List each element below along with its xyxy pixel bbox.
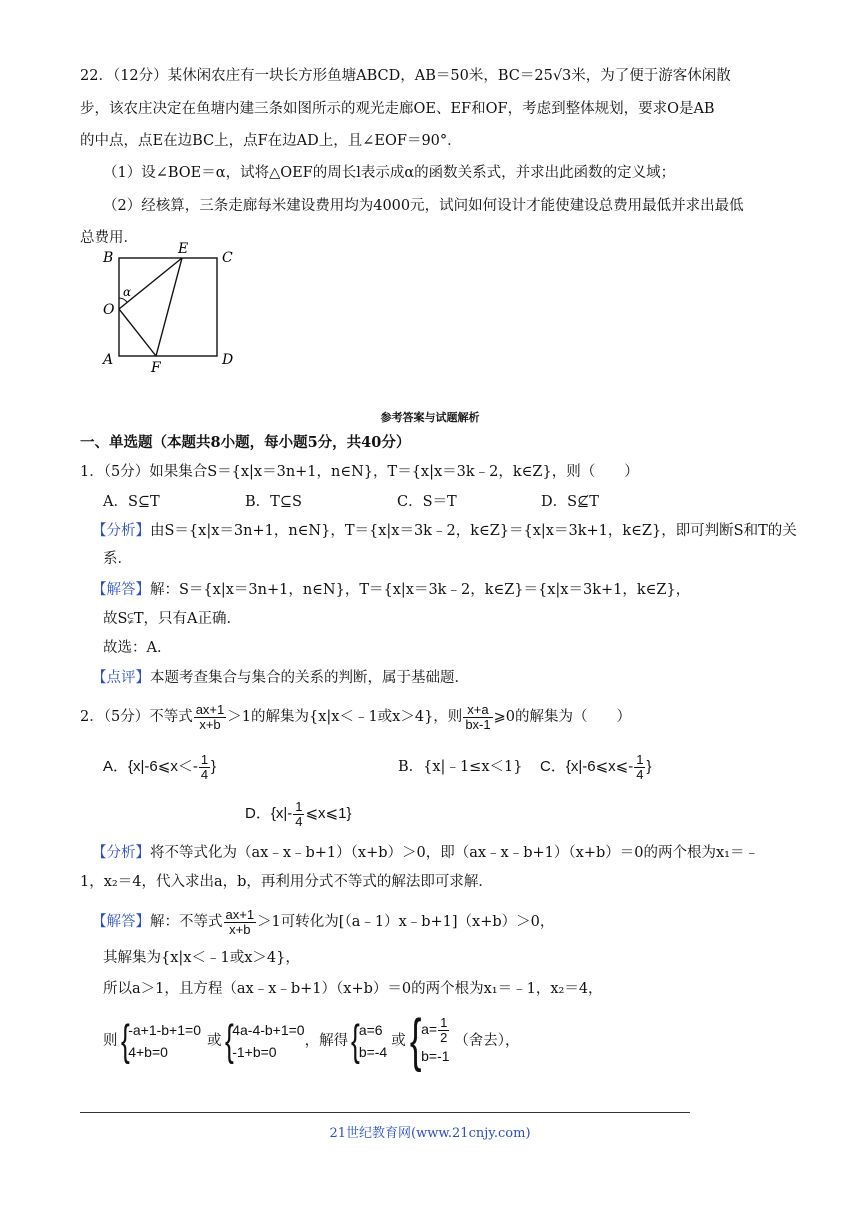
q2-stem-mid: ＞1的解集为{x|x＜﹣1或x＞4}，则 bbox=[227, 709, 463, 725]
q1-analysis-text: 由S＝{x|x＝3n+1，n∈N}，T＝{x|x＝3k﹣2，k∈Z}＝{x|x＝3k+1，k∈Z}，即可判断S和T的关 bbox=[150, 523, 797, 539]
eq-text: a= bbox=[421, 1020, 438, 1037]
eq-row: 4a-4-b+1=0 bbox=[232, 1022, 305, 1038]
eq-row bbox=[421, 1016, 450, 1045]
section-title: 一、单选题（本题共8小题，每小题5分，共40分） bbox=[80, 434, 411, 451]
numerator: ax+1 bbox=[225, 906, 255, 922]
q2-option-b: B．{x|﹣1≤x＜1} bbox=[398, 759, 523, 775]
footer-link[interactable]: 21世纪教育网(www.21cnjy.com) bbox=[329, 1126, 531, 1141]
eq-row: -1+b=0 bbox=[232, 1044, 277, 1060]
q1-stem: 1．（5分）如果集合S＝{x|x＝3n+1，n∈N}，T＝{x|x＝3k﹣2，k∈Z}，则（ ） bbox=[80, 464, 639, 480]
q2-solution bbox=[92, 905, 554, 939]
opt-text: C．{x|-6⩽x⩽- bbox=[540, 758, 634, 775]
equation-system: { 4a-4-b+1=0 -1+b=0 bbox=[224, 1016, 305, 1065]
comment-tag: 【点评】 bbox=[92, 670, 150, 686]
equation-system: { a= $\frac{1}{2}$ b=-1 bbox=[409, 1008, 450, 1073]
q2-analysis-text: 将不等式化为（ax﹣x﹣b+1）（x+b）＞0，即（ax﹣x﹣b+1）（x+b）＝0的两个根为x₁＝﹣ bbox=[150, 845, 759, 861]
fraction bbox=[438, 1016, 449, 1045]
solution-tag: 【解答】 bbox=[92, 914, 150, 930]
sol-text: 解：不等式 bbox=[150, 914, 223, 930]
numerator: 1 bbox=[295, 798, 303, 814]
q22-line3: 的中点，点E在边BC上，点F在边AD上，且∠EOF＝90°． bbox=[80, 133, 462, 149]
q1-solution-cont: 故S⫋T，只有A正确． bbox=[103, 611, 241, 627]
opt-text: D．{x|- bbox=[245, 805, 293, 822]
q2-stem-pre: 2．（5分）不等式 bbox=[80, 709, 193, 725]
label-E: E bbox=[178, 241, 189, 257]
numerator: 1 bbox=[636, 751, 644, 767]
discard-text: （舍去）， bbox=[454, 1033, 520, 1049]
label-D: D bbox=[222, 352, 234, 368]
q22-line1: 22．（12分）某休闲农庄有一块长方形鱼塘ABCD，AB＝50米，BC＝25√3米，为了便于游客休闲散 bbox=[80, 68, 731, 84]
or-text: 或 bbox=[207, 1033, 222, 1049]
denominator: 4 bbox=[636, 766, 644, 782]
opt-text: ⩽x⩽1} bbox=[305, 805, 352, 822]
q1-option-c: C．S＝T bbox=[397, 494, 457, 510]
label-O: O bbox=[103, 302, 115, 318]
fraction bbox=[634, 753, 645, 782]
q1-option-a: A．S⊆T bbox=[103, 494, 160, 510]
q1-analysis bbox=[92, 521, 797, 541]
eq-row: b=-4 bbox=[358, 1044, 388, 1060]
label-F: F bbox=[151, 360, 161, 373]
denominator: 4 bbox=[200, 766, 209, 782]
fraction bbox=[194, 703, 227, 732]
label-C: C bbox=[222, 250, 233, 266]
q2-analysis bbox=[92, 843, 759, 863]
denominator: x+b bbox=[229, 921, 251, 937]
analysis-tag: 【分析】 bbox=[92, 845, 150, 861]
q1-analysis-cont: 系． bbox=[103, 551, 132, 567]
q1-option-b: B．T⊆S bbox=[245, 494, 302, 510]
q2-solution-roots: 所以a＞1，且方程（ax﹣x﹣b+1）（x+b）＝0的两个根为x₁＝﹣1，x₂＝4， bbox=[103, 981, 603, 997]
q2-option-c bbox=[540, 750, 651, 784]
eq-row: -a+1-b+1=0 bbox=[128, 1022, 201, 1038]
q2-stem-post: ⩾0的解集为（ ） bbox=[493, 709, 631, 725]
label-alpha: α bbox=[123, 285, 132, 299]
denominator: 2 bbox=[440, 1029, 448, 1045]
denominator: 4 bbox=[295, 813, 303, 829]
numerator: ax+1 bbox=[195, 701, 225, 717]
q2-stem bbox=[80, 700, 631, 734]
opt-text: } bbox=[211, 758, 217, 775]
fraction bbox=[293, 800, 304, 829]
opt-text: } bbox=[646, 758, 652, 775]
label-A: A bbox=[103, 352, 114, 368]
numerator: 1 bbox=[440, 1014, 448, 1030]
q1-option-d: D．S⊈T bbox=[541, 494, 599, 510]
denominator: x+b bbox=[199, 716, 221, 732]
q2-analysis-cont: 1，x₂＝4，代入求出a，b，再利用分式不等式的解法即可求解． bbox=[80, 874, 493, 890]
fraction bbox=[199, 753, 210, 782]
eq-row: 4+b=0 bbox=[128, 1044, 168, 1060]
q2-solution-set: 其解集为{x|x＜﹣1或x＞4}， bbox=[103, 950, 300, 966]
equation-system: { a=6 b=-4 bbox=[351, 1016, 388, 1065]
q2-systems bbox=[103, 1008, 520, 1073]
numerator: x+a bbox=[463, 703, 492, 718]
solution-tag: 【解答】 bbox=[92, 582, 150, 598]
opt-text: A．{x|-6⩽x＜- bbox=[103, 758, 198, 775]
or-text: 或 bbox=[391, 1033, 406, 1049]
q1-choice: 故选：A． bbox=[103, 640, 172, 656]
fraction bbox=[224, 908, 257, 937]
q1-solution bbox=[92, 580, 690, 600]
q2-option-a bbox=[103, 750, 216, 784]
eq-row: a=6 bbox=[358, 1022, 383, 1038]
solve-text: ，解得 bbox=[304, 1033, 349, 1049]
q2-option-d bbox=[245, 797, 351, 831]
q22-part2a: （2）经核算，三条走廊每米建设费用均为4000元，试问如何设计才能使建设总费用最低并求出最低 bbox=[103, 198, 744, 214]
then-text: 则 bbox=[103, 1033, 118, 1049]
eq-row: b=-1 bbox=[421, 1047, 450, 1064]
analysis-tag: 【分析】 bbox=[92, 523, 150, 539]
q22-part1: （1）设∠BOE＝α，试将△OEF的周长l表示成α的函数关系式，并求出此函数的定义域； bbox=[103, 165, 676, 181]
equation-system: { -a+1-b+1=0 4+b=0 bbox=[120, 1016, 201, 1065]
q1-comment bbox=[92, 668, 469, 688]
q22-part2b: 总费用． bbox=[80, 230, 138, 246]
denominator: bx-1 bbox=[465, 716, 491, 732]
numerator: 1 bbox=[200, 751, 209, 767]
sol-text: ＞1可转化为[（a﹣1）x﹣b+1]（x+b）＞0， bbox=[257, 914, 555, 930]
label-B: B bbox=[103, 250, 114, 266]
q1-comment-text: 本题考查集合与集合的关系的判断，属于基础题． bbox=[150, 670, 469, 686]
answers-title: 参考答案与试题解析 bbox=[380, 411, 480, 424]
q22-line2: 步，该农庄决定在鱼塘内建三条如图所示的观光走廊OE、EF和OF，考虑到整体规划，要求O是AB bbox=[80, 101, 715, 117]
q22-figure bbox=[95, 238, 255, 373]
fraction bbox=[463, 703, 492, 732]
q1-solution-text: 解：S＝{x|x＝3n+1，n∈N}，T＝{x|x＝3k﹣2，k∈Z}＝{x|x＝3k+1，k∈Z}， bbox=[150, 582, 691, 598]
footer-divider bbox=[80, 1112, 690, 1113]
